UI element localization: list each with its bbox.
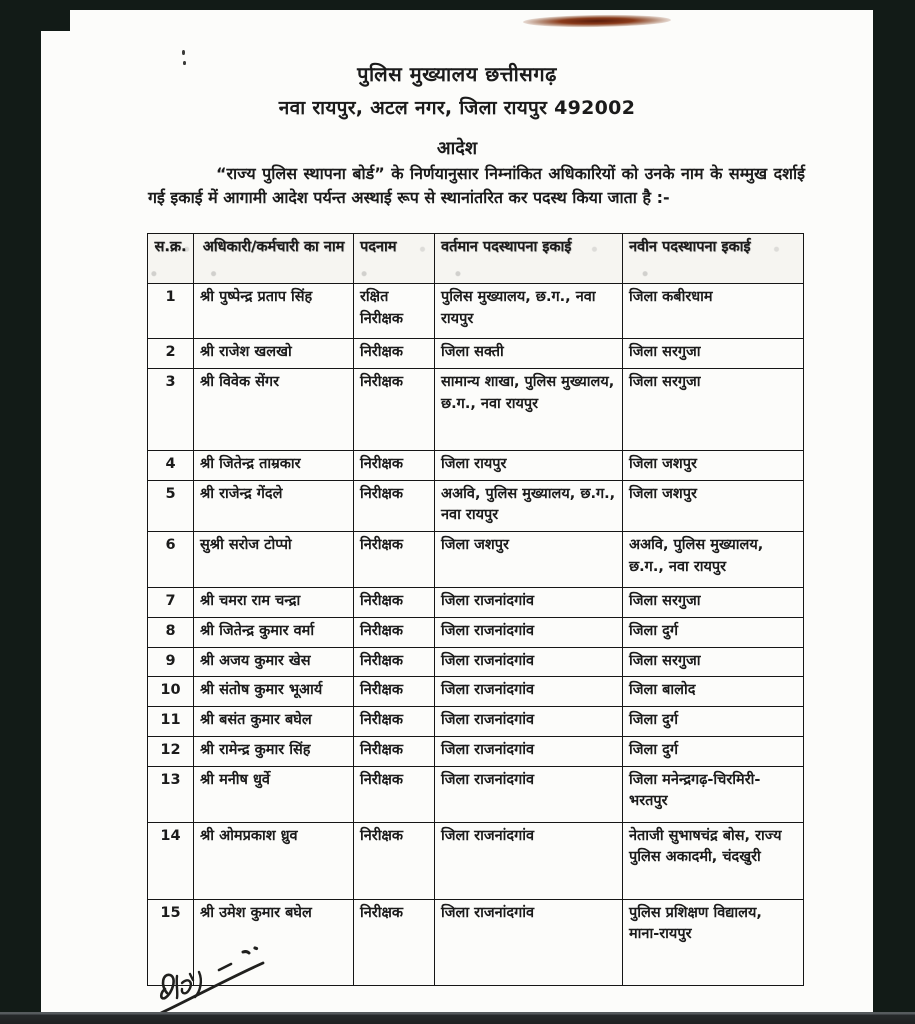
cell-serial: 14 [148, 822, 194, 899]
cell-current-unit: जिला राजनांदगांव [435, 647, 623, 677]
cell-new-unit: जिला दुर्ग [623, 617, 804, 647]
column-header-new-unit: नवीन पदस्थापना इकाई [623, 234, 804, 284]
cell-designation: निरीक्षक [354, 368, 435, 450]
cell-serial: 5 [148, 480, 194, 532]
cell-current-unit: जिला राजनांदगांव [435, 677, 623, 707]
intro-paragraph: “राज्य पुलिस स्थापना बोर्ड” के निर्णयानुसार निम्नांकित अधिकारियों को उनके नाम के सम्मुख दर्शाई गई इकाई में आगामी आदेश पर्यन्त अस्थाई रूप से स्थानांतरित कर पदस्थ किया जाता है :- [148, 164, 805, 207]
cell-current-unit: जिला सक्ती [435, 339, 623, 369]
cell-current-unit: जिला रायपुर [435, 450, 623, 480]
cell-serial: 13 [148, 766, 194, 822]
cell-serial: 2 [148, 339, 194, 369]
cell-serial: 3 [148, 368, 194, 450]
cell-new-unit: पुलिस प्रशिक्षण विद्यालय, माना-रायपुर [623, 899, 804, 985]
cell-name: श्री राजेश खलखो [194, 339, 354, 369]
cell-name: सुश्री सरोज टोप्पो [194, 532, 354, 588]
org-address: नवा रायपुर, अटल नगर, जिला रायपुर 492002 [278, 97, 636, 119]
scan-corner-shadow [0, 0, 70, 31]
cell-name: श्री बसंत कुमार बघेल [194, 707, 354, 737]
cell-current-unit: जिला राजनांदगांव [435, 766, 623, 822]
column-header-designation: पदनाम [354, 234, 435, 284]
cell-designation: निरीक्षक [354, 647, 435, 677]
cell-new-unit: अअवि, पुलिस मुख्यालय, छ.ग., नवा रायपुर [623, 532, 804, 588]
column-header-name: अधिकारी/कर्मचारी का नाम [194, 234, 354, 284]
cell-name: श्री पुष्पेन्द्र प्रताप सिंह [194, 284, 354, 339]
table-header-row [148, 234, 804, 284]
cell-current-unit: जिला जशपुर [435, 532, 623, 588]
table-row [148, 368, 804, 450]
table-row [148, 677, 804, 707]
cell-designation: निरीक्षक [354, 677, 435, 707]
cell-new-unit: जिला जशपुर [623, 480, 804, 532]
cell-new-unit: जिला सरगुजा [623, 368, 804, 450]
transfer-table [147, 233, 804, 986]
cell-name: श्री संतोष कुमार भूआर्य [194, 677, 354, 707]
document-header [107, 60, 807, 160]
cell-serial: 8 [148, 617, 194, 647]
cell-new-unit: जिला जशपुर [623, 450, 804, 480]
org-title: पुलिस मुख्यालय छत्तीसगढ़ [357, 62, 557, 86]
cell-serial: 1 [148, 284, 194, 339]
cell-designation: निरीक्षक [354, 899, 435, 985]
cell-name: श्री जितेन्द्र कुमार वर्मा [194, 617, 354, 647]
cell-designation: निरीक्षक [354, 707, 435, 737]
table-row [148, 339, 804, 369]
cell-new-unit: जिला कबीरधाम [623, 284, 804, 339]
cell-name: श्री ओमप्रकाश ध्रुव [194, 822, 354, 899]
cell-current-unit: अअवि, पुलिस मुख्यालय, छ.ग., नवा रायपुर [435, 480, 623, 532]
cell-serial: 4 [148, 450, 194, 480]
cell-new-unit: जिला मनेन्द्रगढ़-चिरमिरी-भरतपुर [623, 766, 804, 822]
table-row [148, 707, 804, 737]
cell-designation: निरीक्षक [354, 450, 435, 480]
cell-current-unit: जिला राजनांदगांव [435, 822, 623, 899]
cell-serial: 9 [148, 647, 194, 677]
cell-designation: रक्षित निरीक्षक [354, 284, 435, 339]
scan-speck [183, 61, 186, 65]
cell-current-unit: पुलिस मुख्यालय, छ.ग., नवा रायपुर [435, 284, 623, 339]
cell-serial: 6 [148, 532, 194, 588]
cell-serial: 11 [148, 707, 194, 737]
table-row [148, 736, 804, 766]
cell-current-unit: जिला राजनांदगांव [435, 588, 623, 618]
cell-new-unit: जिला सरगुजा [623, 588, 804, 618]
cell-designation: निरीक्षक [354, 766, 435, 822]
cell-designation: निरीक्षक [354, 736, 435, 766]
cell-new-unit: जिला बालोद [623, 677, 804, 707]
cell-serial: 7 [148, 588, 194, 618]
table-row [148, 617, 804, 647]
cell-new-unit: नेताजी सुभाषचंद्र बोस, राज्य पुलिस अकादमी, चंदखुरी [623, 822, 804, 899]
table-row [148, 480, 804, 532]
cell-name: श्री चमरा राम चन्द्रा [194, 588, 354, 618]
cell-current-unit: जिला राजनांदगांव [435, 736, 623, 766]
cell-name: श्री अजय कुमार खेस [194, 647, 354, 677]
cell-new-unit: जिला दुर्ग [623, 707, 804, 737]
table-row [148, 284, 804, 339]
cell-name: श्री जितेन्द्र ताम्रकार [194, 450, 354, 480]
handwritten-signature [151, 943, 301, 1021]
cell-name: श्री उमेश कुमार बघेल [194, 899, 354, 985]
cell-designation: निरीक्षक [354, 588, 435, 618]
cell-current-unit: सामान्य शाखा, पुलिस मुख्यालय, छ.ग., नवा रायपुर [435, 368, 623, 450]
table-row [148, 822, 804, 899]
table-row [148, 647, 804, 677]
table-body [148, 284, 804, 986]
cell-current-unit: जिला राजनांदगांव [435, 707, 623, 737]
table-row [148, 450, 804, 480]
scan-speck [182, 50, 185, 55]
cell-current-unit: जिला राजनांदगांव [435, 617, 623, 647]
cell-new-unit: जिला सरगुजा [623, 647, 804, 677]
cell-new-unit: जिला सरगुजा [623, 339, 804, 369]
table-row [148, 588, 804, 618]
cell-name: श्री रामेन्द्र कुमार सिंह [194, 736, 354, 766]
cell-current-unit: जिला राजनांदगांव [435, 899, 623, 985]
table-row [148, 532, 804, 588]
cell-name: श्री मनीष धुर्वे [194, 766, 354, 822]
cell-designation: निरीक्षक [354, 480, 435, 532]
table-row [148, 766, 804, 822]
cell-designation: निरीक्षक [354, 532, 435, 588]
cell-serial: 10 [148, 677, 194, 707]
cell-new-unit: जिला दुर्ग [623, 736, 804, 766]
cell-name: श्री विवेक सेंगर [194, 368, 354, 450]
document-page [41, 10, 873, 1012]
cell-designation: निरीक्षक [354, 339, 435, 369]
cell-name: श्री राजेन्द्र गेंदले [194, 480, 354, 532]
order-heading: आदेश [436, 138, 478, 159]
column-header-serial: स.क्र. [148, 234, 194, 284]
scan-bottom-edge [0, 1012, 915, 1024]
cell-designation: निरीक्षक [354, 617, 435, 647]
cell-serial: 12 [148, 736, 194, 766]
column-header-current-unit: वर्तमान पदस्थापना इकाई [435, 234, 623, 284]
cell-designation: निरीक्षक [354, 822, 435, 899]
cell-serial: 15 [148, 899, 194, 985]
